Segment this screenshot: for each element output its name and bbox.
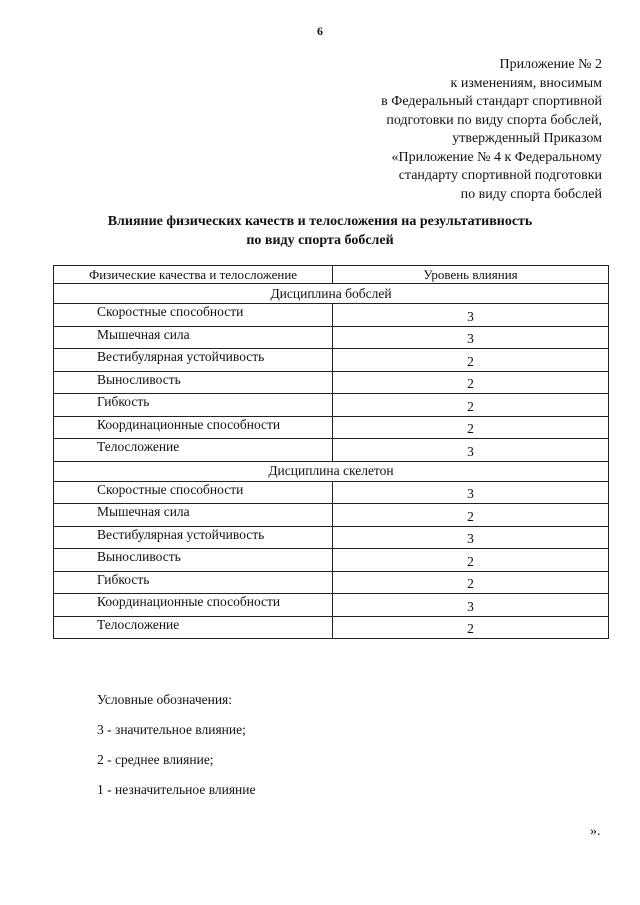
quality-cell: Мышечная сила [54,326,333,349]
level-cell: 2 [333,416,609,439]
appendix-note-line: в Федеральный стандарт спортивной [381,94,602,109]
appendix-note-line: к изменениям, вносимым [450,75,602,91]
title-line-1: Влияние физических качеств и телосложения на результативность [107,214,533,229]
header-quality: Физические качества и телосложение [54,266,333,284]
section-row [54,284,609,304]
level-cell: 3 [333,304,609,327]
level-cell: 2 [333,371,609,394]
level-cell: 2 [333,571,609,594]
legend-heading: Условные обозначения: [97,692,233,707]
appendix-note-line: подготовки по виду спорта бобслей, [386,112,602,128]
quality-cell: Скоростные способности [54,304,333,327]
document-title [0,212,640,250]
table-row [54,526,609,549]
level-cell: 3 [333,326,609,349]
level-cell: 2 [333,349,609,372]
closing-quote: ». [590,824,601,839]
table-row [54,616,609,639]
table-header-row [54,266,609,284]
table-row [54,594,609,617]
appendix-note [302,56,602,204]
level-cell: 2 [333,616,609,639]
level-cell: 2 [333,549,609,572]
quality-cell: Мышечная сила [54,504,333,527]
quality-cell: Гибкость [54,394,333,417]
table-row [54,549,609,572]
appendix-note-line: по виду спорта бобслей [460,186,602,202]
appendix-note-line: стандарту спортивной подготовки [398,168,602,183]
table-row [54,349,609,372]
section-row [54,461,609,481]
table-row [54,571,609,594]
appendix-note-line: «Приложение № 4 к Федеральному [391,149,602,165]
quality-cell: Телосложение [54,439,333,462]
quality-cell: Выносливость [54,371,333,394]
legend-item: 1 - незначительное влияние [97,782,256,797]
level-cell: 2 [333,504,609,527]
quality-cell: Координационные способности [54,594,333,617]
appendix-note-line: Приложение № 2 [499,57,602,72]
table-row [54,481,609,504]
table-row [54,326,609,349]
section-title: Дисциплина бобслей [54,284,609,304]
quality-cell: Гибкость [54,571,333,594]
quality-cell: Координационные способности [54,416,333,439]
page-number: 6 [317,24,323,38]
quality-cell: Вестибулярная устойчивость [54,349,333,372]
appendix-note-line: утвержденный Приказом [452,131,602,146]
table-row [54,416,609,439]
quality-cell: Телосложение [54,616,333,639]
legend-item: 2 - среднее влияние; [97,752,214,767]
table-row [54,504,609,527]
quality-cell: Скоростные способности [54,481,333,504]
level-cell: 3 [333,439,609,462]
table-row [54,439,609,462]
header-level: Уровень влияния [333,266,609,284]
quality-cell: Выносливость [54,549,333,572]
table-row [54,394,609,417]
level-cell: 2 [333,394,609,417]
legend-item: 3 - значительное влияние; [97,722,246,737]
level-cell: 3 [333,594,609,617]
title-line-2: по виду спорта бобслей [246,233,394,248]
legend [97,692,256,812]
table-row [54,304,609,327]
level-cell: 3 [333,526,609,549]
quality-cell: Вестибулярная устойчивость [54,526,333,549]
table-row [54,371,609,394]
influence-table [53,265,609,639]
section-title: Дисциплина скелетон [54,461,609,481]
level-cell: 3 [333,481,609,504]
